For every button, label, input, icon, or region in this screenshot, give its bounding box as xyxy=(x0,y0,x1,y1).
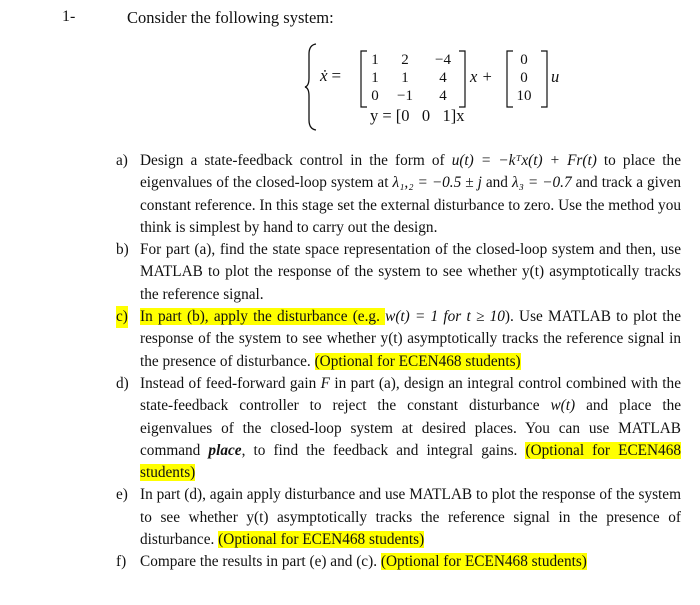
part-text: Design a state-feedback control in the form of xyxy=(140,152,452,169)
part-label: e) xyxy=(116,486,128,504)
matrix-a-cell: 1 xyxy=(371,70,379,86)
question-number: 1- xyxy=(62,8,76,25)
part-label: f) xyxy=(116,553,127,571)
matlab-command: place xyxy=(208,441,242,459)
disturbance-w: w(t) xyxy=(550,397,576,415)
x-plus: x + xyxy=(470,67,493,86)
part-text: and track a given constant reference. In this stage set the external disturbance to zero. Use the method you think is simplest by hand to carry out the design. xyxy=(140,174,682,236)
matrix-a-cell: −4 xyxy=(435,52,451,68)
vector-b-cell: 0 xyxy=(520,70,528,86)
matrix-a-cell: −1 xyxy=(397,88,413,104)
optional-note: (Optional for ECEN468 students) xyxy=(314,352,521,370)
optional-note: (Optional for ECEN468 students) xyxy=(218,531,425,549)
part-d xyxy=(116,373,681,484)
matrix-a-cell: 4 xyxy=(439,88,447,104)
vector-b-cell: 10 xyxy=(516,88,532,104)
matrix-a-right-bracket xyxy=(458,50,466,108)
control-law: u(t) = −kᵀx(t) + Fr(t) xyxy=(451,152,597,169)
matrix-a-cell: 4 xyxy=(439,70,447,86)
part-a xyxy=(116,150,681,239)
part-f xyxy=(116,551,681,573)
part-text: , to find the feedback and integral gains. xyxy=(241,441,526,459)
part-b xyxy=(116,239,681,306)
part-label: c) xyxy=(116,306,128,328)
input-u: u xyxy=(551,67,560,86)
part-text: to place the eigenvalues of the closed-loop system at xyxy=(140,152,681,192)
question-intro: Consider the following system: xyxy=(127,8,334,27)
part-text: ). Use MATLAB to plot the response of the system to see whether y(t) asymptotically tracks the reference signal in the presence of disturbance. xyxy=(140,308,681,370)
part-c xyxy=(116,306,681,373)
part-e xyxy=(116,484,681,551)
xdot-symbol: ẋ xyxy=(320,66,328,85)
matrix-a-cell: 1 xyxy=(401,70,409,86)
xdot-lhs xyxy=(320,66,345,86)
output-equation: y = [0 0 1]x xyxy=(370,106,465,125)
matrix-a-cell: 0 xyxy=(371,88,379,104)
state-space-system xyxy=(304,40,564,132)
vector-b-right-bracket xyxy=(540,50,548,108)
part-label: b) xyxy=(116,241,129,259)
part-text: and place the eigenvalues of the closed-loop system at desired places. You can use MATLAB command xyxy=(140,397,682,459)
question-parts xyxy=(116,150,681,574)
disturbance-expression: w(t) = 1 for t ≥ 10 xyxy=(385,308,505,326)
matrix-a-cell: 2 xyxy=(401,52,409,68)
optional-note: (Optional for ECEN468 students) xyxy=(380,553,587,571)
part-text: Compare the results in part (e) and (c). xyxy=(140,553,381,571)
equals-sign: = xyxy=(331,66,342,85)
gain-f: F xyxy=(320,374,330,392)
left-brace xyxy=(304,42,318,132)
part-text: In part (d), again apply disturbance and use MATLAB to plot the response of the system to see whether y(t) asymptotically tracks the reference signal in the presence of disturbance. xyxy=(140,486,681,549)
vector-b-cell: 0 xyxy=(520,52,528,68)
eigenvalue-3: λ₃ = −0.7 xyxy=(511,174,572,192)
part-text: and xyxy=(481,174,512,192)
optional-note: (Optional for ECEN468 students) xyxy=(140,441,681,482)
part-text: Instead of feed-forward gain xyxy=(140,374,321,392)
part-text: For part (a), find the state space representation of the closed-loop system and then, use MATLAB to plot the response of the system to see whether y(t) asymptotically tracks the reference signal. xyxy=(140,241,681,303)
part-text: In part (b), apply the disturbance (e.g. xyxy=(140,308,386,326)
eigenvalues-12: λ₁,₂ = −0.5 ± j xyxy=(392,174,482,192)
part-text: in part (a), design an integral control combined with the state-feedback controller to reject the constant disturbance xyxy=(140,374,681,415)
part-label: d) xyxy=(116,374,129,392)
part-label: a) xyxy=(116,152,128,169)
matrix-a-cell: 1 xyxy=(371,52,379,68)
